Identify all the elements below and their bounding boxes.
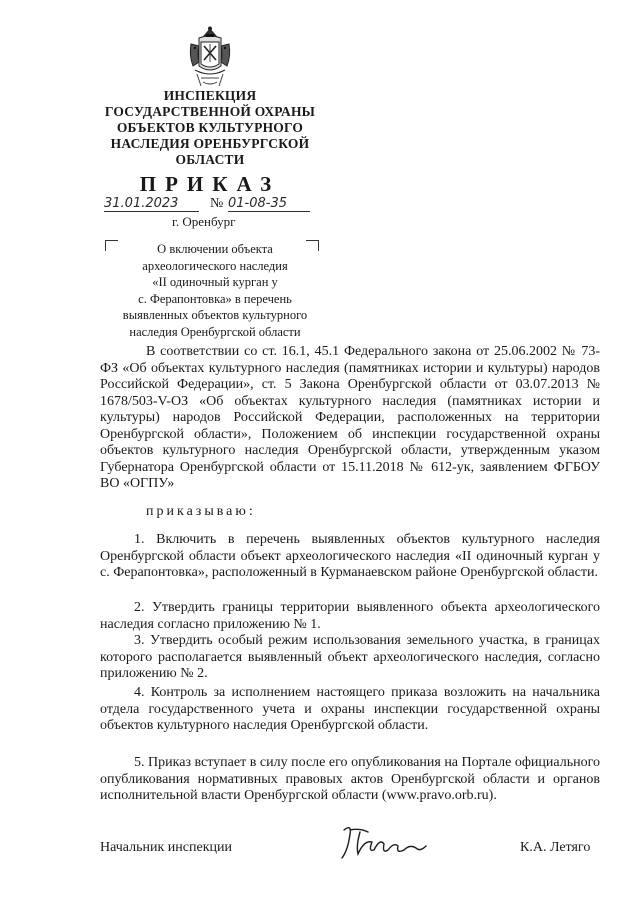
order-item-1: 1. Включить в перечень выявленных объектов культурного наследия Оренбургской области объект археологического наследия «II одиночный курган у с. Ферапонтовка», расположенный в Курманаевском районе Оренбургской области. [100, 532, 600, 580]
order-word: приказываю: [146, 504, 256, 519]
handwritten-signature [338, 820, 430, 864]
subject-line: «II одиночный курган у [152, 275, 278, 289]
document-type-title: ПРИКАЗ [139, 172, 281, 196]
org-line: ГОСУДАРСТВЕННОЙ ОХРАНЫ [104, 104, 316, 119]
number-label: № [210, 196, 224, 211]
order-item-4: 4. Контроль за исполнением настоящего приказа возложить на начальника отдела государственного учета и охраны инспекции государственной охраны объектов культурного наследия Оренбургской области. [100, 685, 600, 733]
order-item-5: 5. Приказ вступает в силу после его опубликования на Портале официального опубликования нормативных правовых актов Оренбургской области и органов исполнительной власти Оренбургской области (www.pravo.orb.ru). [100, 755, 600, 803]
document-subject [110, 241, 320, 340]
coat-of-arms-icon [187, 26, 233, 88]
org-line: ОБЪЕКТОВ КУЛЬТУРНОГО [116, 120, 304, 135]
document-number: 01-08-35 [228, 196, 310, 212]
subject-line: О включении объекта [157, 242, 273, 256]
signatory-position: Начальник инспекции [100, 840, 232, 855]
org-line: ОБЛАСТИ [175, 152, 245, 167]
document-city: г. Оренбург [172, 214, 236, 229]
subject-line: с. Ферапонтовка» в перечень [138, 291, 292, 306]
order-item-2: 2. Утвердить границы территории выявленного объекта археологического наследия согласно приложению № 1. [100, 600, 600, 632]
subject-line: археологического наследия [142, 258, 288, 273]
preamble-paragraph: В соответствии со ст. 16.1, 45.1 Федерального закона от 25.06.2002 № 73-ФЗ «Об объектах культурного наследия (памятниках истории и культуры) народов Российской Федерации», ст. 5 Закона Оренбургской области от 03.07.2013 № 1678/503-V-ОЗ «Об объектах культурного наследия (памятниках истории и культуры) народов Российской Федерации, расположенных на территории Оренбургской области», Положением об инспекции государственной охраны объектов культурного наследия Оренбургской области, утвержденным указом Губернатора Оренбургской области от 15.11.2018 № 612-ук, заявлением ФГБОУ ВО «ОГПУ» [100, 344, 600, 491]
org-line: ИНСПЕКЦИЯ [163, 88, 257, 103]
org-line: НАСЛЕДИЯ ОРЕНБУРГСКОЙ [110, 136, 310, 151]
signatory-name: К.А. Летяго [520, 840, 591, 855]
order-item-3: 3. Утвердить особый режим использования земельного участка, в границах которого располагается выявленный объект археологического наследия, согласно приложению № 2. [100, 633, 600, 681]
organization-name [80, 88, 340, 168]
subject-line: выявленных объектов культурного [122, 308, 308, 322]
subject-line: наследия Оренбургской области [129, 324, 301, 339]
document-date: 31.01.2023 [104, 196, 199, 212]
